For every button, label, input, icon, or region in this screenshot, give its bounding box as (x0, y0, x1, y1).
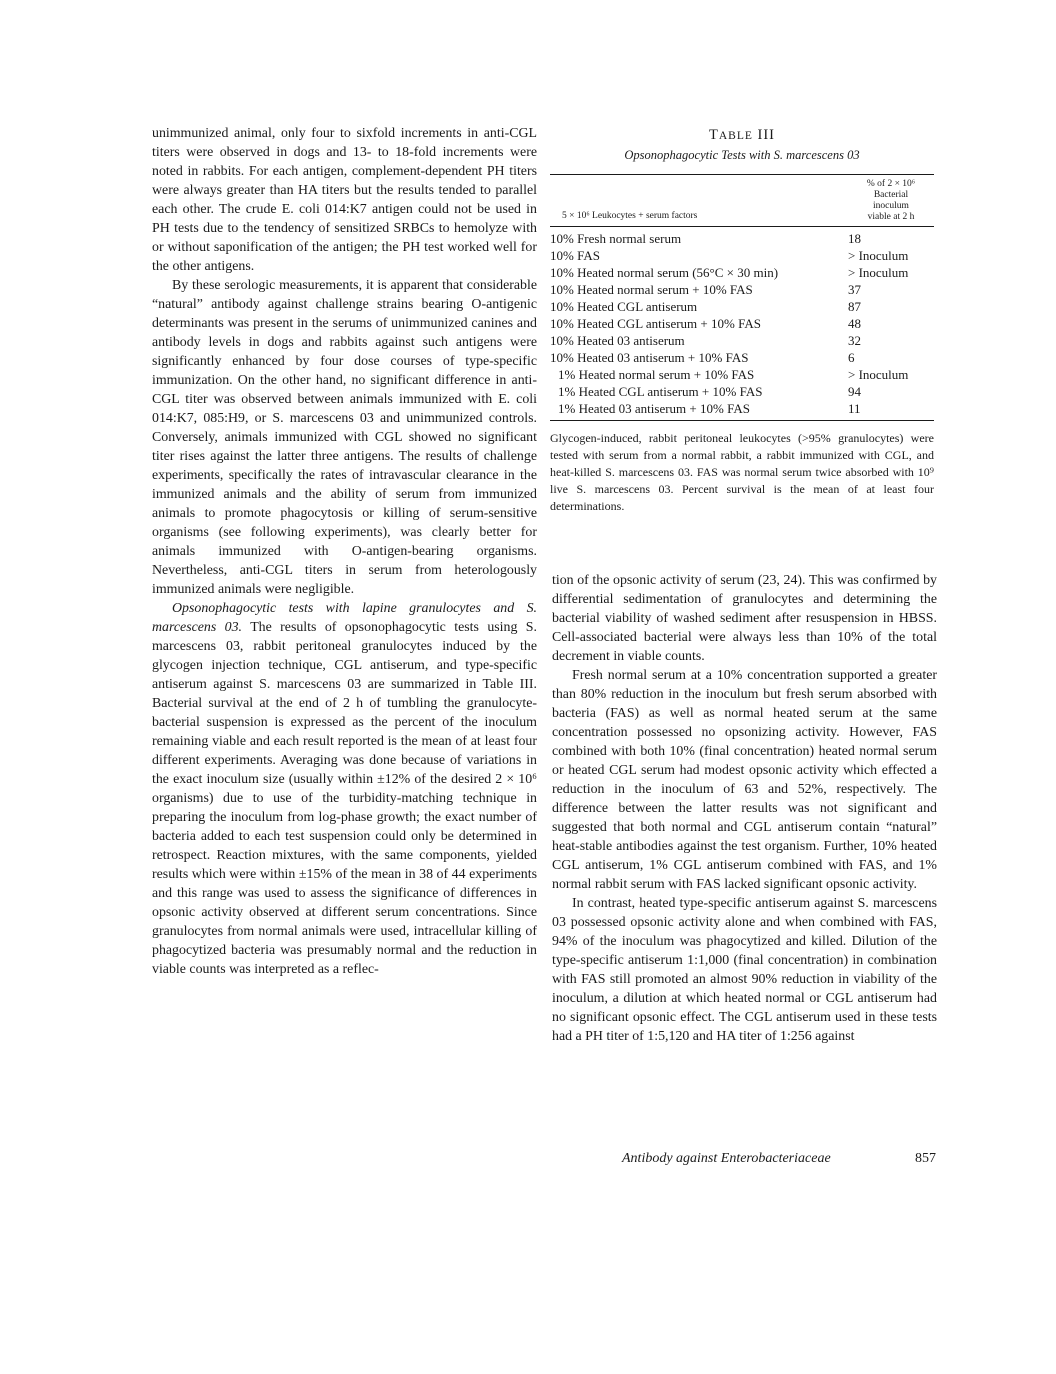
table-title: Opsonophagocytic Tests with S. marcescens 03 (624, 148, 860, 162)
table-label: TABLE III (708, 127, 775, 143)
table-row: 10% Heated 03 antiserum + 10% FAS 6 (550, 350, 855, 365)
section-heading: Opsonophagocytic tests with lapine granulocytes and S. marcescens 03. (152, 601, 537, 635)
column-header-viable: % of 2 × 10⁶ Bacterial inoculum viable at 2 h (866, 179, 916, 222)
table-row: 10% Heated CGL antiserum 87 (550, 299, 861, 314)
table-bottom-rule (550, 420, 934, 421)
body-paragraph: tion of the opsonic activity of serum (23, 24). This was confirmed by differential sedimentation of granulocytes and determining the bacterial viability of washed sediment after resuspension in HBSS. Cell-associated bacterial were always less than 10% of the total decrement in viable counts. (552, 573, 937, 664)
body-paragraph: In contrast, heated type-specific antiserum against S. marcescens 03 possessed opsonic activity alone and when combined with FAS, 94% of the inoculum was phagocytized and killed. Dilution of the type-specific antiserum 1:1,000 (final concentration) in combination with FAS still promoted an almost 90% reduction in viability of the inoculum, a dilution at which heated normal or CGL antiserum had no significant opsonic effect. The CGL antiserum used in these tests had a PH titer of 1:5,120 and HA titer of 1:256 against (552, 896, 937, 1044)
left-column (152, 124, 537, 979)
table-iii (550, 126, 934, 515)
table-row: 10% Heated CGL antiserum + 10% FAS 48 (550, 316, 861, 331)
table-row: 10% Heated 03 antiserum 32 (550, 333, 861, 348)
body-text: The results of opsonophagocytic tests using S. marcescens 03, rabbit peritoneal granulocytes induced by the glycogen injection technique, CGL antiserum, and type-specific antiserum against S. marcescens 03 are summarized in Table III. Bacterial survival at the end of 2 h of tumbling the granulocyte-bacterial suspension is expressed as the percent of the inoculum remaining viable and each result reported is the mean of at least four different experiments. Averaging was done because of variations in the exact inoculum size (usually within ±12% of the desired 2 × 10⁶ organisms) due to use of the turbidity-matching technique in preparing the inoculum from log-phase growth; the exact number of bacteria added to each test suspension could only be determined in retrospect. Reaction mixtures, with the same components, yielded results which were within ±15% of the mean in 38 of 44 experiments and this range was used to assess the significance of differences in opsonic activity observed at different serum concentrations. Since granulocytes from normal animals were used, intracellular killing of phagocytized bacteria was presumably normal and the reduction in viable counts was interpreted as a reflec- (152, 620, 537, 977)
body-paragraph: Fresh normal serum at a 10% concentration supported a greater than 80% reduction in the inoculum but fresh serum absorbed with bacteria (FAS) as well as normal heated serum at the same concentration possessed no opsonizing activity. However, FAS combined with both 10% (final concentration) heated normal serum or heated CGL serum had modest opsonic activity which effected a reduction in the inoculum of 63 and 52%, respectively. The difference between the latter results was not significant and suggested that both normal and CGL antiserum contain “natural” heat-stable antibodies against the test organism. Further, 10% heated CGL antiserum, 1% CGL antiserum combined with FAS, and 1% normal rabbit serum with FAS lacked significant opsonic activity. (552, 668, 937, 892)
column-header-factors: 5 × 10⁶ Leukocytes + serum factors (562, 211, 698, 221)
table-row: 10% FAS > Inoculum (550, 248, 909, 263)
table-footnote: Glycogen-induced, rabbit peritoneal leukocytes (>95% granulocytes) were tested with serum from a normal rabbit, a rabbit immunized with CGL, and heat-killed S. marcescens 03. FAS was normal serum twice absorbed with 10⁹ live S. marcescens 03. Percent survival is the mean of at least four determinations. (550, 431, 934, 513)
table-row: 1% Heated 03 antiserum + 10% FAS 11 (558, 401, 861, 416)
table-row: 10% Heated normal serum + 10% FAS 37 (550, 282, 861, 297)
table-row: 1% Heated CGL antiserum + 10% FAS 94 (558, 384, 861, 399)
running-title: Antibody against Enterobacteriaceae (622, 1151, 831, 1166)
body-paragraph: unimmunized animal, only four to sixfold increments in anti-CGL titers were observed in dogs and 13- to 18-fold increments were noted in rabbits. For each antigen, complement-dependent PH titers were always greater than HA titers but the results tended to parallel each other. The crude E. coli 014:K7 antigen could not be used in PH tests due to the tendency of sensitized SRBCs to hemolyze with or without saponification of the antigen; the PH test worked well for the other antigens. (152, 126, 537, 274)
page-number: 857 (915, 1151, 936, 1166)
table-row: 10% Heated normal serum (56°C × 30 min) > Inoculum (550, 265, 909, 280)
body-paragraph: By these serologic measurements, it is apparent that considerable “natural” antibody against challenge strains bearing O-antigenic determinants was present in the serums of unimmunized canines and antibody levels in dogs and rabbits against such antigens were significantly enhanced by four dose courses of type-specific immunization. On the other hand, no significant difference in anti-CGL titer was observed between animals immunized with E. coli 014:K7, 085:H9, or S. marcescens 03 and unimmunized controls. Conversely, animals immunized with CGL showed no significant titer rises against the latter three antigens. The results of challenge experiments, specifically the rates of intravascular clearance in the immunized animals and the ability of serum from immunized animals to promote phagocytosis or killing of serum-sensitive organisms (see following experiments), was clearly better for animals immunized with O-antigen-bearing organisms. Nevertheless, anti-CGL titers in serum from heterologously immunized animals were negligible. (152, 278, 537, 597)
right-column (552, 571, 937, 1046)
table-header (550, 175, 934, 226)
table-header-rule (550, 226, 934, 227)
table-body (550, 230, 934, 417)
table-row: 10% Fresh normal serum 18 (550, 231, 861, 246)
table-row: 1% Heated normal serum + 10% FAS > Inoculum (558, 367, 909, 382)
body-paragraph (152, 599, 537, 979)
